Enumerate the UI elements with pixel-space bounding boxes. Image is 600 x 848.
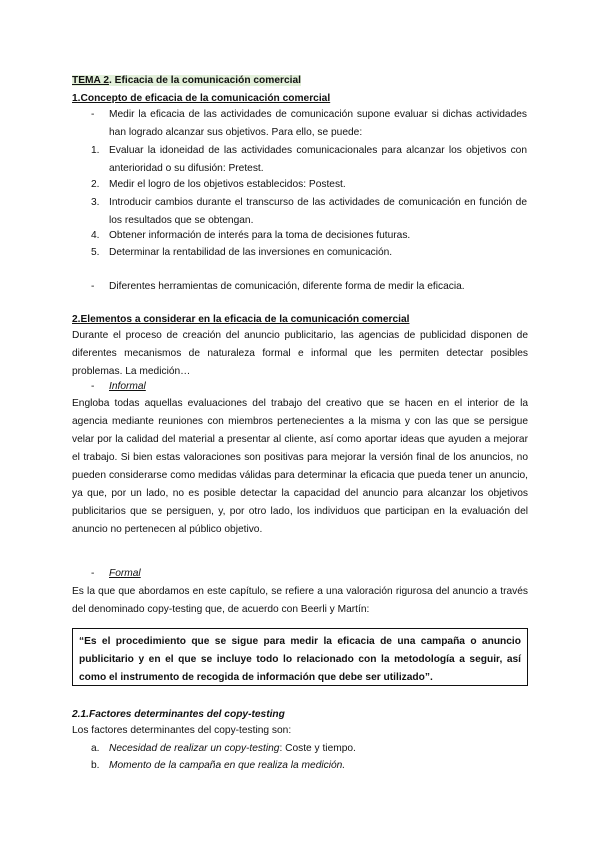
section21-heading: 2.1.Factores determinantes del copy-testing [72,709,285,720]
informal-label: Informal [109,381,146,392]
tema-separator: . [108,75,112,86]
formal-label: Formal [109,568,141,579]
section2-heading: 2.Elementos a considerar en la eficacia de la comunicación comercial [72,314,410,325]
section1-note-dash: - [91,281,95,292]
section21-intro: Los factores determinantes del copy-testing son: [72,725,292,736]
tema-title: Eficacia de la comunicación comercial [114,75,301,86]
informal-text: Engloba todas aquellas evaluaciones del trabajo del creativo que se hacen en el interior de la agencia mediante reuniones con miembros pertenecientes a la misma y con las que se persigue velar por la calidad del material a presentar al cliente, así como aportar ideas que ayuden a mejorar el trabajo. Si bien estas valoraciones son positivas para mejorar la versión final de los anuncios, no pueden considerarse como medidas válidas para determinar la eficacia que pueda tener un anuncio, ya que, por un lado, no es posible detectar la capacidad del anuncio para alcanzar los objetivos publicitarios que se persiguen, y, por otro lado, los individuos que participan en la evaluación del anuncio no pertenecen al público objetivo. [72,398,528,535]
factor-a-rest: : Coste y tiempo. [279,743,356,754]
step-5-number: 5. [91,247,100,258]
step-1-number: 1. [91,145,100,156]
document-title [72,72,532,90]
factor-a-letter: a. [91,743,100,754]
formal-dash: - [91,568,95,579]
step-1-text: Evaluar la idoneidad de las actividades comunicacionales para alcanzar los objetivos con anterioridad o su difusión: Pretest. [109,145,527,174]
formal-text: Es la que que abordamos en este capítulo, se refiere a una valoración rigurosa del anuncio a través del denominado copy-testing que, de acuerdo con Beerli y Martín: [72,586,528,615]
step-4-number: 4. [91,230,100,241]
section1-heading: 1.Concepto de eficacia de la comunicación comercial [72,93,331,104]
step-2-number: 2. [91,179,100,190]
definition-quote-box: “Es el procedimiento que se sigue para medir la eficacia de una campaña o anuncio publicitario y en el que se incluye todo lo relacionado con la metodología a seguir, así como el instrumento de recogida de información que debe ser utilizado”. [72,628,528,686]
factor-b [109,757,527,775]
informal-dash: - [91,381,95,392]
step-3-number: 3. [91,197,100,208]
step-2-text: Medir el logro de los objetivos establecidos: Postest. [109,179,346,190]
section1-intro: Medir la eficacia de las actividades de comunicación supone evaluar si dichas actividades han logrado alcanzar sus objetivos. Para ello, se puede: [109,109,527,138]
section1-intro-dash: - [91,109,95,120]
section2-intro: Durante el proceso de creación del anuncio publicitario, las agencias de publicidad disponen de diferentes mecanismos de naturaleza formal e informal que les permiten detectar posibles problemas. La medición… [72,330,528,377]
step-4-text: Obtener información de interés para la toma de decisiones futuras. [109,230,411,241]
factor-b-label: Momento de la campaña en que realiza la medición. [109,760,346,771]
step-5-text: Determinar la rentabilidad de las inversiones en comunicación. [109,247,393,258]
section1-note: Diferentes herramientas de comunicación, diferente forma de medir la eficacia. [109,281,465,292]
factor-b-letter: b. [91,760,100,771]
tema-label: TEMA 2 [72,75,109,86]
factor-a [109,740,527,758]
factor-a-label: Necesidad de realizar un copy-testing [109,743,280,754]
title-highlight [72,75,301,86]
step-3-text: Introducir cambios durante el transcurso de las actividades de comunicación en función de los resultados que se obtengan. [109,197,527,226]
